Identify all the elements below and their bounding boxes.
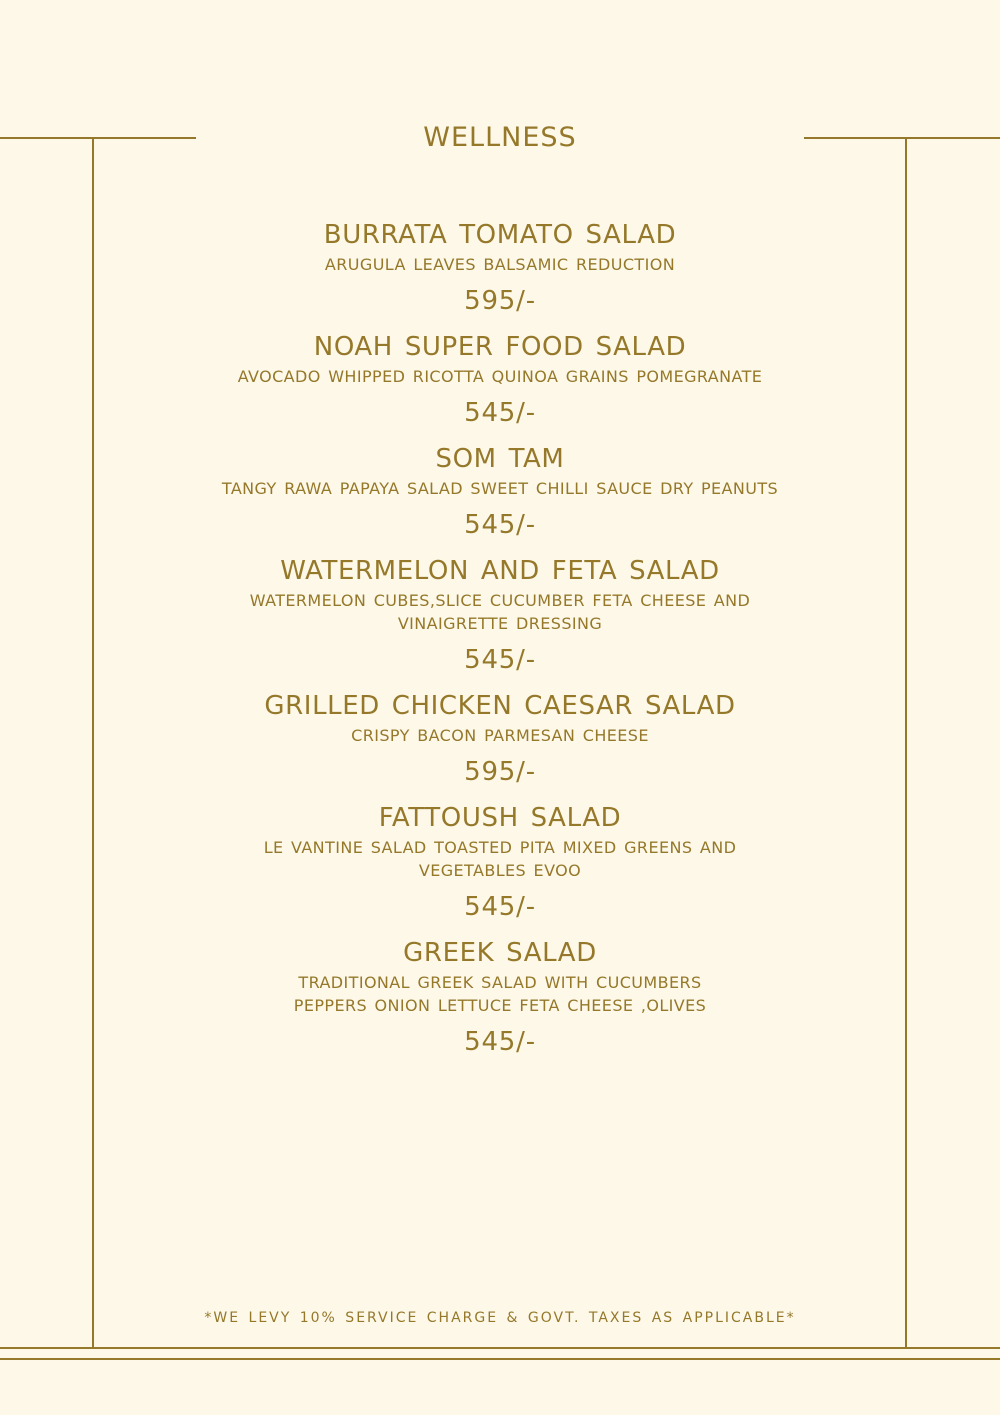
menu-item [100, 441, 900, 542]
menu-item [100, 329, 900, 430]
item-price: 545/- [464, 1027, 536, 1057]
item-name: FATTOUSH SALAD [378, 803, 622, 833]
right-border-rule [905, 137, 907, 1348]
item-description: TANGY RAWA PAPAYA SALAD SWEET CHILLI SAUCE DRY PEANUTS [221, 479, 779, 498]
item-description: CRISPY BACON PARMESAN CHEESE [351, 726, 649, 745]
item-description: ARUGULA LEAVES BALSAMIC REDUCTION [324, 255, 676, 274]
left-border-rule [92, 137, 94, 1348]
item-name: GRILLED CHICKEN CAESAR SALAD [264, 691, 736, 721]
item-price: 545/- [464, 892, 536, 922]
menu-item [100, 553, 900, 677]
item-price: 545/- [464, 398, 536, 428]
item-description: WATERMELON CUBES,SLICE CUCUMBER FETA CHEESE AND VINAIGRETTE DRESSING [249, 591, 751, 633]
item-description: TRADITIONAL GREEK SALAD WITH CUCUMBERS PEPPERS ONION LETTUCE FETA CHEESE ,OLIVES [293, 973, 707, 1015]
menu-item [100, 217, 900, 318]
menu-list [100, 217, 900, 1070]
menu-item [100, 935, 900, 1059]
section-title: WELLNESS [423, 122, 577, 153]
bottom-rule-upper [0, 1347, 1000, 1349]
item-name: NOAH SUPER FOOD SALAD [313, 332, 687, 362]
bottom-rule-lower [0, 1358, 1000, 1360]
item-name: WATERMELON AND FETA SALAD [280, 556, 720, 586]
item-price: 595/- [464, 757, 536, 787]
item-price: 595/- [464, 286, 536, 316]
item-description: LE VANTINE SALAD TOASTED PITA MIXED GREENS AND VEGETABLES EVOO [263, 838, 737, 880]
item-description: AVOCADO WHIPPED RICOTTA QUINOA GRAINS POMEGRANATE [237, 367, 763, 386]
menu-item [100, 800, 900, 924]
item-name: SOM TAM [435, 444, 565, 474]
menu-item [100, 688, 900, 789]
item-name: BURRATA TOMATO SALAD [323, 220, 677, 250]
item-price: 545/- [464, 510, 536, 540]
service-charge-note: *WE LEVY 10% SERVICE CHARGE & GOVT. TAXES AS APPLICABLE* [204, 1310, 796, 1326]
item-price: 545/- [464, 645, 536, 675]
item-name: GREEK SALAD [403, 938, 597, 968]
